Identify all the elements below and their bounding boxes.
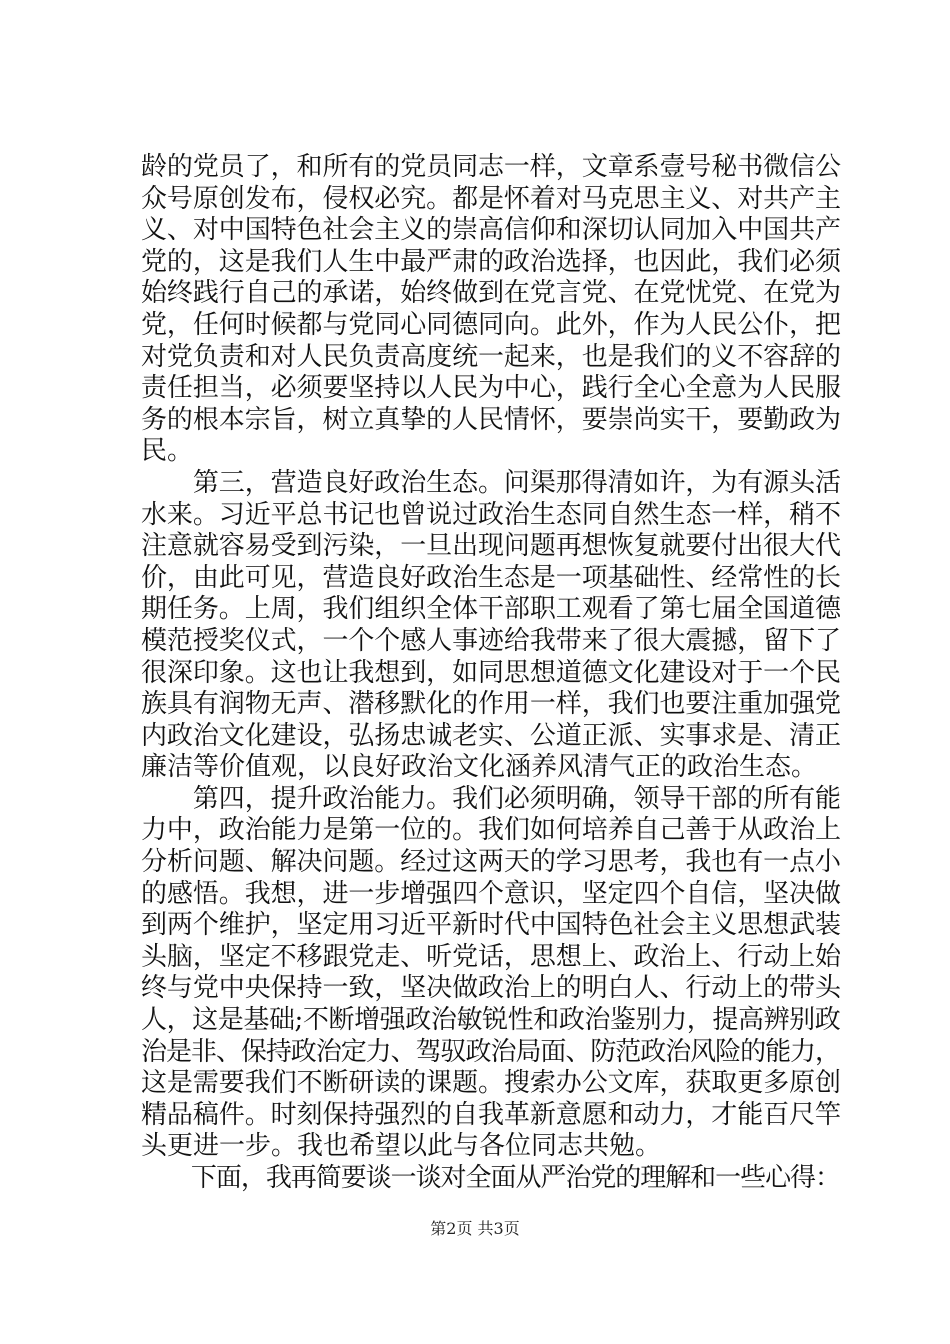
text-line: 精品稿件。时刻保持强烈的自我革新意愿和动力，才能百尺竿 (141, 1099, 841, 1130)
text-line: 内政治文化建设，弘扬忠诚老实、公道正派、实事求是、清正 (141, 720, 841, 751)
text-line: 义、对中国特色社会主义的崇高信仰和深切认同加入中国共产 (141, 215, 841, 246)
text-line: 始终践行自己的承诺，始终做到在党言党、在党忧党、在党为 (141, 278, 841, 309)
text-line: 族具有润物无声、潜移默化的作用一样，我们也要注重加强党 (141, 689, 841, 720)
page-footer: 第2页 共3页 (430, 1219, 520, 1238)
text-line: 廉洁等价值观，以良好政治文化涵养风清气正的政治生态。 (141, 752, 818, 783)
text-line: 头脑，坚定不移跟党走、听党话，思想上、政治上、行动上始 (141, 941, 841, 972)
text-line: 对党负责和对人民负责高度统一起来，也是我们的义不容辞的 (141, 341, 841, 372)
text-line: 责任担当，必须要坚持以人民为中心，践行全心全意为人民服 (141, 373, 841, 404)
text-line: 力中，政治能力是第一位的。我们如何培养自己善于从政治上 (141, 815, 841, 846)
text-line: 很深印象。这也让我想到，如同思想道德文化建设对于一个民 (141, 657, 841, 688)
text-line: 终与党中央保持一致，坚决做政治上的明白人、行动上的带头 (141, 973, 841, 1004)
text-line: 众号原创发布，侵权必究。都是怀着对马克思主义、对共产主 (141, 183, 841, 214)
text-line: 党的，这是我们人生中最严肃的政治选择，也因此，我们必须 (141, 246, 841, 277)
text-line: 龄的党员了，和所有的党员同志一样，文章系壹号秘书微信公 (141, 152, 841, 182)
text-line: 的感悟。我想，进一步增强四个意识，坚定四个自信，坚决做 (141, 878, 841, 909)
text-line: 民。 (141, 436, 194, 467)
text-line: 期任务。上周，我们组织全体干部职工观看了第七届全国道德 (141, 594, 841, 625)
text-line: 治是非、保持政治定力、驾驭政治局面、防范政治风险的能力， (141, 1036, 840, 1067)
text-line: 下面，我再简要谈一谈对全面从严治党的理解和一些心得： (141, 1163, 840, 1193)
text-line: 头更进一步。我也希望以此与各位同志共勉。 (141, 1131, 662, 1162)
document-body (141, 152, 841, 1195)
text-line: 人，这是基础;不断增强政治敏锐性和政治鉴别力，提高辨别政 (141, 1005, 841, 1036)
text-line: 第四，提升政治能力。我们必须明确，领导干部的所有能 (141, 783, 841, 814)
text-line: 注意就容易受到污染，一旦出现问题再想恢复就要付出很大代 (141, 531, 841, 562)
text-line: 第三，营造良好政治生态。问渠那得清如许，为有源头活 (141, 467, 841, 498)
text-line: 党，任何时候都与党同心同德同向。此外，作为人民公仆，把 (141, 309, 841, 340)
text-line: 这是需要我们不断研读的课题。搜索办公文库，获取更多原创 (141, 1068, 841, 1099)
text-line: 模范授奖仪式，一个个感人事迹给我带来了很大震撼，留下了 (141, 625, 841, 656)
text-line: 水来。习近平总书记也曾说过政治生态同自然生态一样，稍不 (141, 499, 841, 530)
text-line: 价，由此可见，营造良好政治生态是一项基础性、经常性的长 (141, 562, 841, 593)
text-line: 务的根本宗旨，树立真挚的人民情怀，要崇尚实干，要勤政为 (141, 404, 841, 435)
text-line: 到两个维护，坚定用习近平新时代中国特色社会主义思想武装 (141, 910, 841, 941)
text-line: 分析问题、解决问题。经过这两天的学习思考，我也有一点小 (141, 847, 841, 878)
